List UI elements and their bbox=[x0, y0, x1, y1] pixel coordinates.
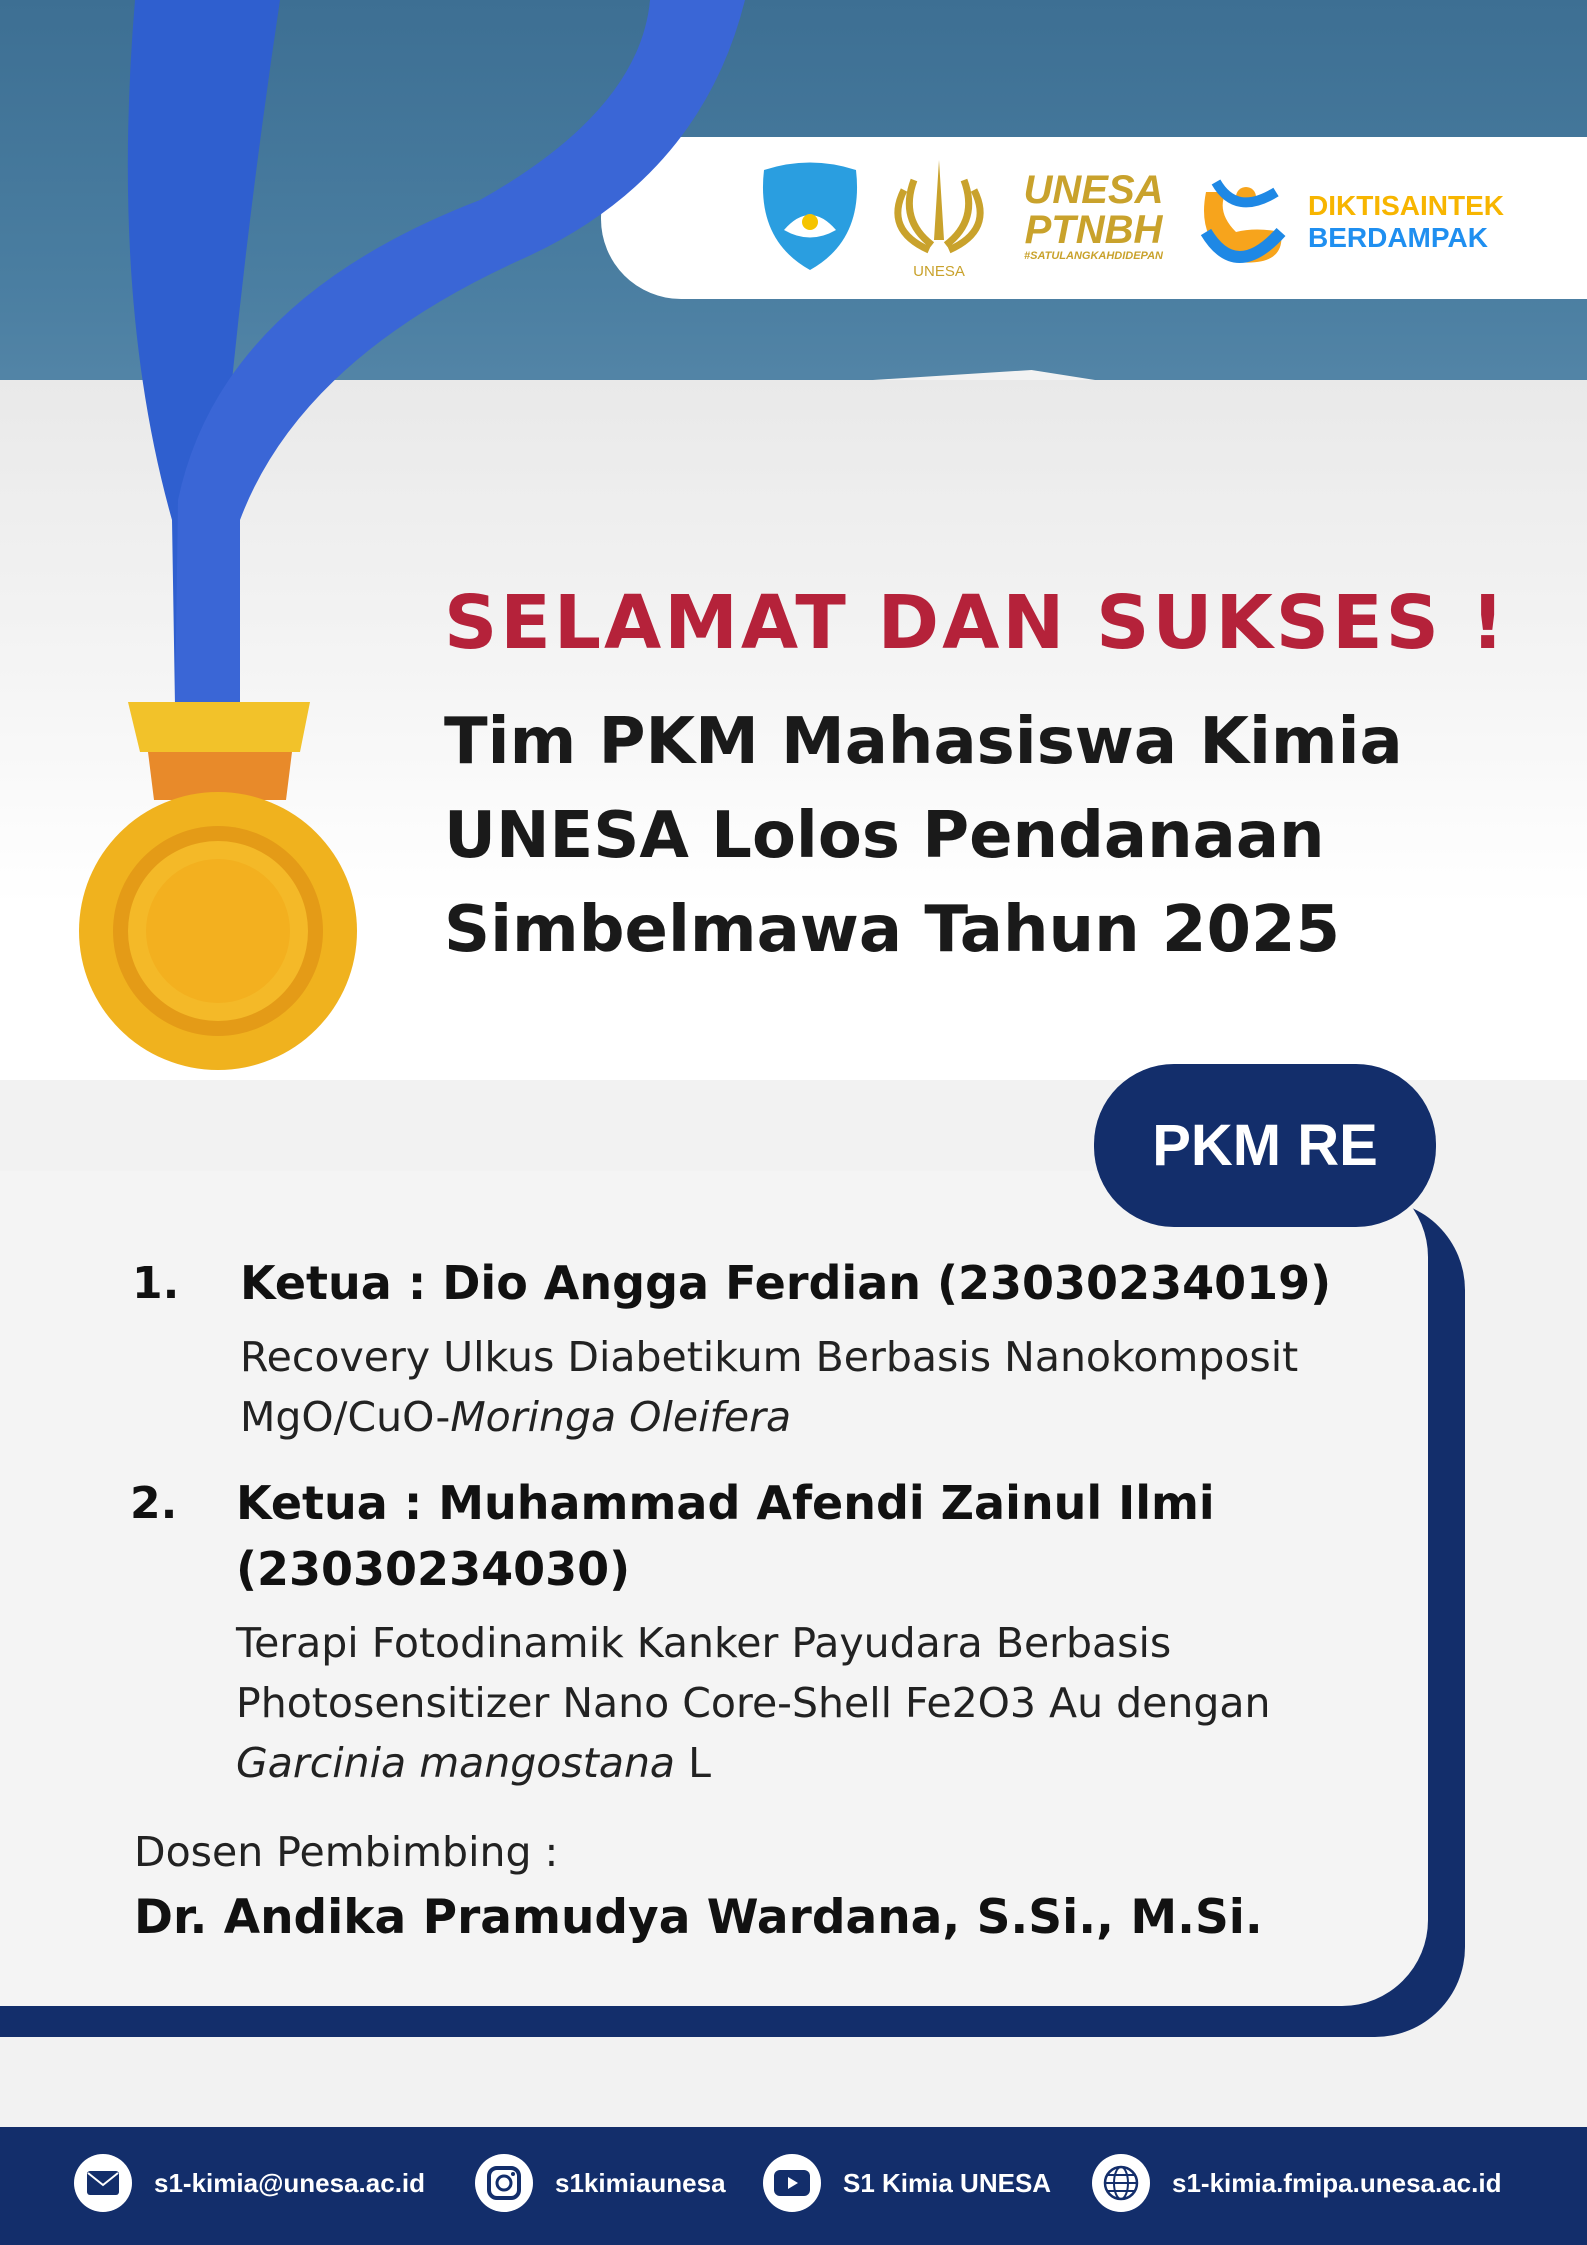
advisor-name: Dr. Andika Pramudya Wardana, S.Si., M.Si. bbox=[134, 1890, 1263, 1945]
subtitle-line: Simbelmawa Tahun 2025 bbox=[444, 893, 1341, 967]
item-number: 1. bbox=[132, 1258, 180, 1309]
instagram-link[interactable]: s1kimiaunesa bbox=[555, 2167, 726, 2198]
desc-line: Recovery Ulkus Diabetikum Berbasis Nanokomposit bbox=[240, 1333, 1299, 1381]
desc-line: Terapi Fotodinamik Kanker Payudara Berbasis bbox=[236, 1619, 1172, 1667]
youtube-link[interactable]: S1 Kimia UNESA bbox=[843, 2167, 1052, 2198]
unesa-ptnbh-logo: UNESA PTNBH #SATULANGKAHDIDEPAN bbox=[1023, 168, 1164, 262]
item-number: 2. bbox=[130, 1478, 178, 1529]
footer-website[interactable] bbox=[1092, 2154, 1501, 2212]
instagram-icon bbox=[475, 2154, 533, 2212]
diktisaintek-text: DIKTISAINTEK BERDAMPAK bbox=[1308, 190, 1504, 253]
desc-line bbox=[236, 1733, 1271, 1793]
unesa-logo bbox=[884, 160, 994, 280]
footer-youtube[interactable] bbox=[763, 2154, 1051, 2212]
item-head bbox=[236, 1470, 1215, 1602]
advisor-label: Dosen Pembimbing : bbox=[134, 1828, 559, 1876]
email-link[interactable]: s1-kimia@unesa.ac.id bbox=[154, 2167, 426, 2198]
subtitle-line: UNESA Lolos Pendanaan bbox=[444, 799, 1325, 873]
item-description bbox=[236, 1613, 1271, 1793]
footer-email[interactable] bbox=[74, 2154, 425, 2212]
website-link[interactable]: s1-kimia.fmipa.unesa.ac.id bbox=[1172, 2167, 1502, 2198]
footer-instagram[interactable] bbox=[475, 2154, 726, 2212]
desc-line: Photosensitizer Nano Core-Shell Fe2O3 Au dengan bbox=[236, 1679, 1271, 1727]
tut-wuri-handayani-logo bbox=[754, 160, 866, 272]
desc-italic: Garcinia mangostana bbox=[236, 1739, 676, 1787]
subtitle bbox=[444, 695, 1544, 977]
youtube-icon bbox=[763, 2154, 821, 2212]
headline: SELAMAT DAN SUKSES ! bbox=[444, 580, 1508, 666]
diktisaintek-logo bbox=[1196, 172, 1288, 268]
head-line: Ketua : Muhammad Afendi Zainul Ilmi bbox=[236, 1476, 1215, 1530]
globe-icon bbox=[1092, 2154, 1150, 2212]
desc-line bbox=[240, 1387, 1298, 1447]
mail-icon bbox=[74, 2154, 132, 2212]
category-badge: PKM RE bbox=[1094, 1064, 1436, 1227]
desc-text: L bbox=[675, 1739, 711, 1787]
item-description bbox=[240, 1327, 1298, 1447]
subtitle-line: Tim PKM Mahasiswa Kimia bbox=[444, 705, 1403, 779]
head-line: (23030234030) bbox=[236, 1542, 631, 1596]
item-head: Ketua : Dio Angga Ferdian (23030234019) bbox=[240, 1256, 1332, 1310]
svg-text:UNESA: UNESA bbox=[913, 263, 965, 280]
desc-italic: Moringa Oleifera bbox=[450, 1393, 792, 1441]
desc-text: MgO/CuO- bbox=[240, 1393, 451, 1441]
